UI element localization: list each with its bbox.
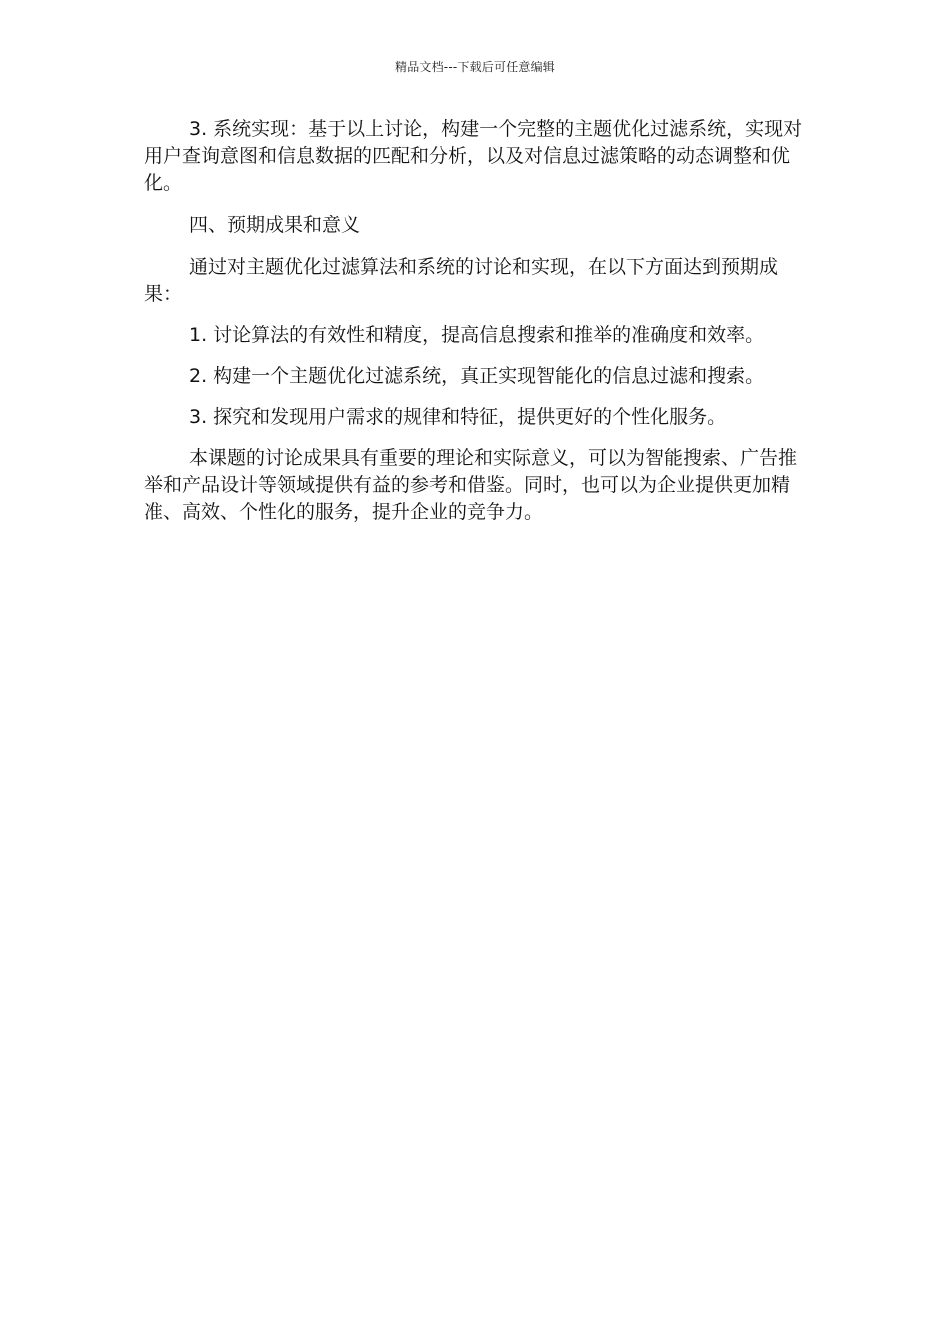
document-body	[144, 116, 814, 540]
list-item-2: 2. 构建一个主题优化过滤系统，真正实现智能化的信息过滤和搜索。	[189, 365, 765, 387]
paragraph-expected-intro: 通过对主题优化过滤算法和系统的讨论和实现，在以下方面达到预期成果：	[144, 256, 779, 305]
list-item-1: 1. 讨论算法的有效性和精度，提高信息搜索和推举的准确度和效率。	[189, 324, 765, 346]
section-heading-expected-results: 四、预期成果和意义	[189, 214, 361, 236]
paragraph-system-implementation: 3. 系统实现：基于以上讨论，构建一个完整的主题优化过滤系统，实现对用户查询意图和信息数据的匹配和分析，以及对信息过滤策略的动态调整和优化。	[144, 118, 803, 194]
list-item-3: 3. 探究和发现用户需求的规律和特征，提供更好的个性化服务。	[189, 406, 727, 428]
page-header: 精品文档---下载后可任意编辑	[395, 60, 555, 74]
paragraph-significance: 本课题的讨论成果具有重要的理论和实际意义，可以为智能搜索、广告推举和产品设计等领域提供有益的参考和借鉴。同时，也可以为企业提供更加精准、高效、个性化的服务，提升企业的竞争力。	[144, 447, 798, 523]
